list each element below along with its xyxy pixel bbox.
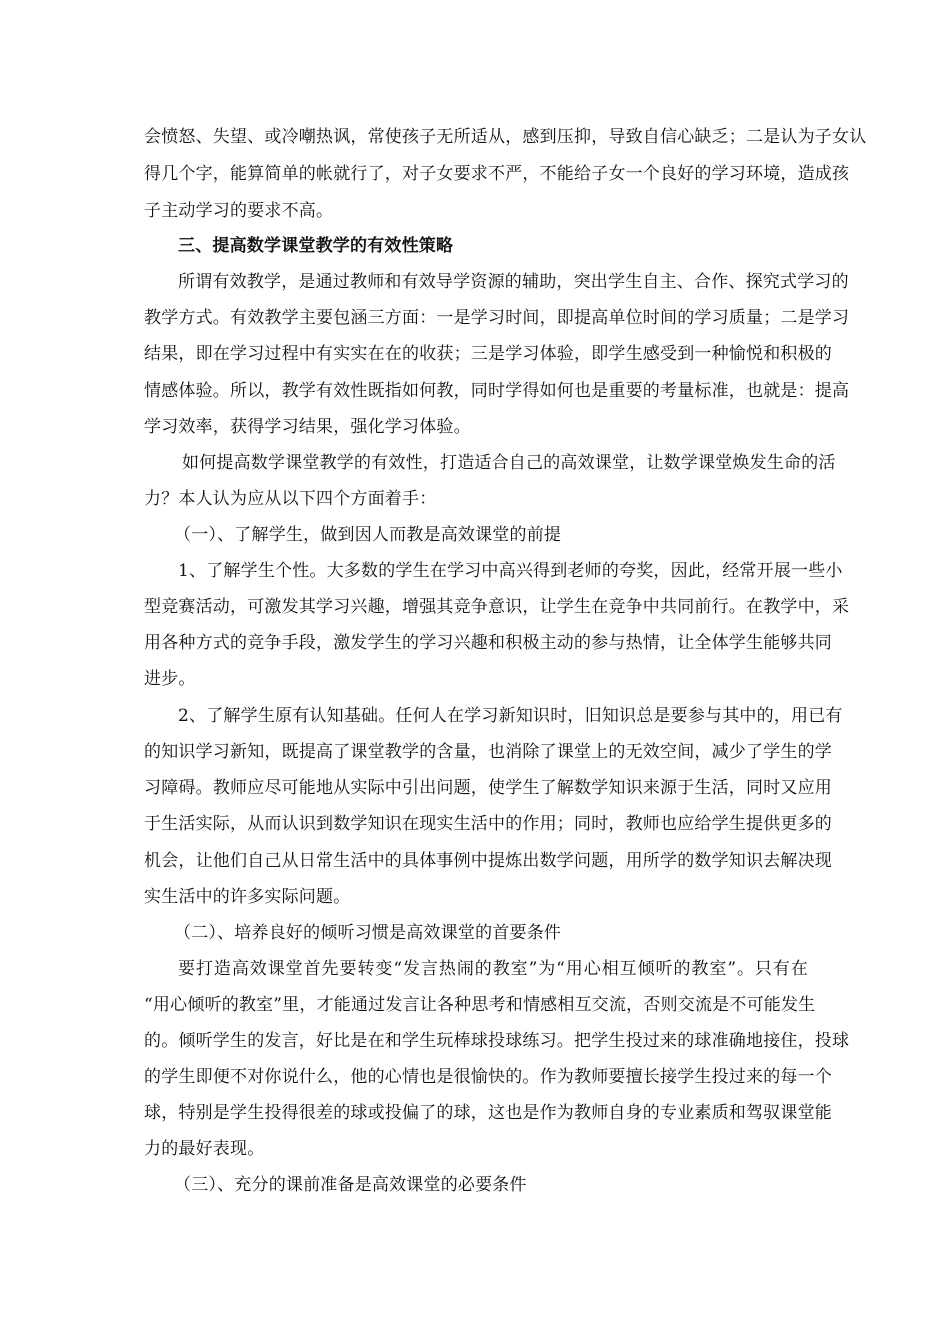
paragraph-line: 型竞赛活动，可激发其学习兴趣，增强其竞争意识，让学生在竞争中共同前行。在教学中，采 bbox=[144, 597, 850, 617]
paragraph-line: 力？本人认为应从以下四个方面着手： bbox=[144, 489, 437, 509]
paragraph-line: 学习效率，获得学习结果，强化学习体验。 bbox=[144, 417, 471, 437]
paragraph-line: 用各种方式的竞争手段，激发学生的学习兴趣和积极主动的参与热情，让全体学生能够共同 bbox=[144, 633, 832, 653]
paragraph-line: 结果，即在学习过程中有实实在在的收获；三是学习体验，即学生感受到一种愉悦和积极的 bbox=[144, 344, 832, 364]
paragraph-line: 1、了解学生个性。大多数的学生在学习中高兴得到老师的夸奖，因此，经常开展一些小 bbox=[178, 561, 843, 581]
paragraph-line: 的知识学习新知，既提高了课堂教学的含量，也消除了课堂上的无效空间，减少了学生的学 bbox=[144, 742, 832, 762]
paragraph-line: 习障碍。教师应尽可能地从实际中引出问题，使学生了解数学知识来源于生活，同时又应用 bbox=[144, 778, 832, 798]
paragraph-line: “用心倾听的教室”里，才能通过发言让各种思考和情感相互交流，否则交流是不可能发生 bbox=[144, 995, 816, 1015]
paragraph-line: 的学生即便不对你说什么，他的心情也是很愉快的。作为教师要擅长接学生投过来的每一个 bbox=[144, 1067, 832, 1087]
paragraph-line: 如何提高数学课堂教学的有效性，打造适合自己的高效课堂，让数学课堂焕发生命的活 bbox=[182, 453, 836, 473]
paragraph-line: 2、了解学生原有认知基础。任何人在学习新知识时，旧知识总是要参与其中的，用已有 bbox=[178, 706, 843, 726]
paragraph-line: 子主动学习的要求不高。 bbox=[144, 201, 334, 221]
paragraph-line: 得几个字，能算简单的帐就行了，对子女要求不严，不能给子女一个良好的学习环境，造成孩 bbox=[144, 164, 850, 184]
paragraph-line: 机会，让他们自己从日常生活中的具体事例中提炼出数学问题，用所学的数学知识去解决现 bbox=[144, 851, 832, 871]
paragraph-line: 力的最好表现。 bbox=[144, 1139, 265, 1159]
subsection-heading: （二）、培养良好的倾听习惯是高效课堂的首要条件 bbox=[174, 923, 562, 943]
paragraph-line: 球，特别是学生投得很差的球或投偏了的球，这也是作为教师自身的专业素质和驾驭课堂能 bbox=[144, 1103, 832, 1123]
paragraph-line: 实生活中的许多实际问题。 bbox=[144, 887, 351, 907]
paragraph-line: 情感体验。所以，教学有效性既指如何教，同时学得如何也是重要的考量标准，也就是：提高 bbox=[144, 381, 850, 401]
subsection-heading: （三）、充分的课前准备是高效课堂的必要条件 bbox=[174, 1175, 527, 1195]
paragraph-line: 会愤怒、失望、或冷嘲热讽，常使孩子无所适从，感到压抑，导致自信心缺乏；二是认为子女认 bbox=[144, 127, 867, 147]
section-heading: 三、提高数学课堂教学的有效性策略 bbox=[178, 236, 454, 256]
paragraph-line: 所谓有效教学，是通过教师和有效导学资源的辅助，突出学生自主、合作、探究式学习的 bbox=[178, 272, 849, 292]
subsection-heading: （一）、了解学生，做到因人而教是高效课堂的前提 bbox=[174, 525, 562, 545]
paragraph-line: 进步。 bbox=[144, 669, 196, 689]
paragraph-line: 的。倾听学生的发言，好比是在和学生玩棒球投球练习。把学生投过来的球准确地接住，投球 bbox=[144, 1031, 850, 1051]
paragraph-line: 于生活实际，从而认识到数学知识在现实生活中的作用；同时，教师也应给学生提供更多的 bbox=[144, 814, 832, 834]
paragraph-line: 教学方式。有效教学主要包涵三方面：一是学习时间，即提高单位时间的学习质量；二是学习 bbox=[144, 308, 850, 328]
paragraph-line: 要打造高效课堂首先要转变“发言热闹的教室”为“用心相互倾听的教室”。只有在 bbox=[178, 959, 808, 979]
